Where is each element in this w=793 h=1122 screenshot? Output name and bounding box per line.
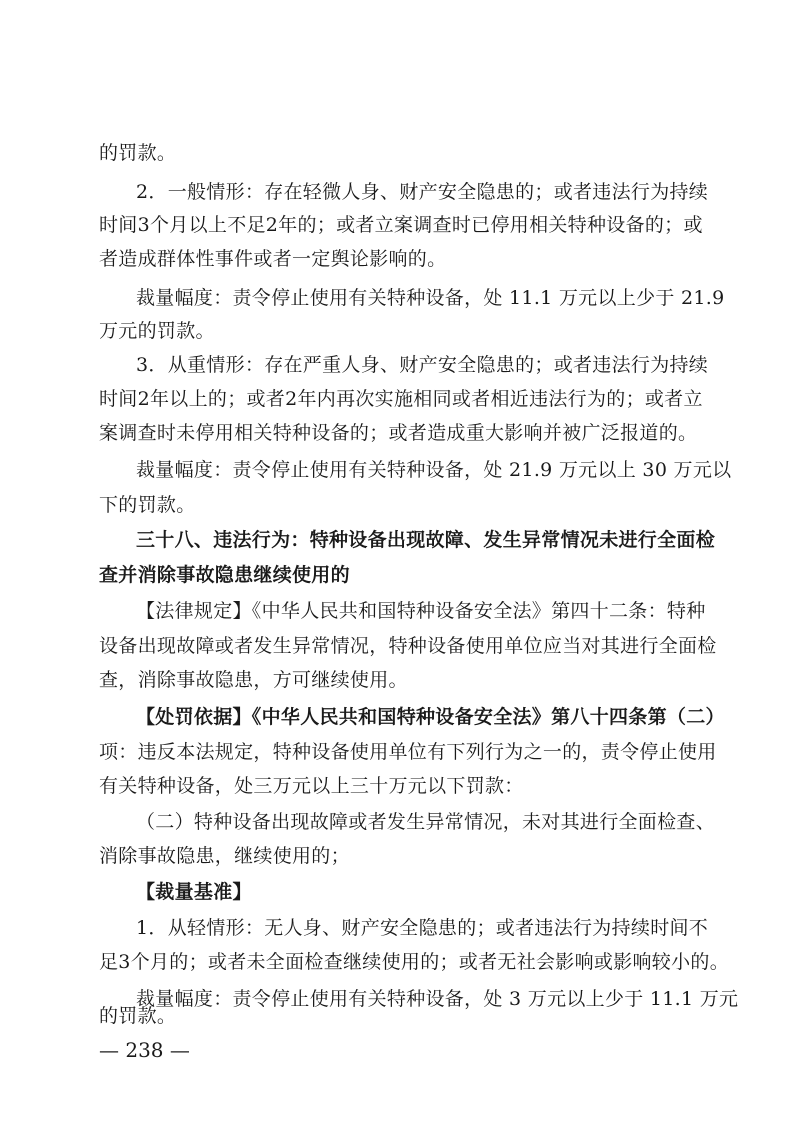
text-line: 1．从轻情形：无人身、财产安全隐患的；或者违法行为持续时间不 [136,917,709,939]
text-line: 消除事故隐患，继续使用的； [99,845,350,867]
text-line: 裁量幅度：责令停止使用有关特种设备，处 21.9 万元以上 30 万元以 [136,459,732,481]
text-line: 案调查时未停用相关特种设备的；或者造成重大影响并被广泛报道的。 [99,422,698,444]
section-heading-line: 查并消除事故隐患继续使用的 [99,564,350,586]
text-line: 足3个月的；或者未全面检查继续使用的；或者无社会影响或影响较小的。 [99,951,729,973]
text-line: 者造成群体性事件或者一定舆论影响的。 [99,248,447,270]
text-line: 裁量幅度：责令停止使用有关特种设备，处 3 万元以上少于 11.1 万元 [136,988,739,1010]
text-line: 【法律规定】《中华人民共和国特种设备安全法》第四十二条：特种 [136,600,706,622]
text-line: 的罚款。 [99,1005,177,1027]
section-heading-line: 三十八、违法行为：特种设备出现故障、发生异常情况未进行全面检 [136,529,716,551]
text-line: 有关特种设备，处三万元以上三十万元以下罚款： [99,775,524,797]
text-line: 项：违反本法规定，特种设备使用单位有下列行为之一的，责令停止使用 [99,741,717,763]
section-heading-line: 【处罚依据】《中华人民共和国特种设备安全法》第八十四条第（二） [136,706,725,728]
text-line: 时间3个月以上不足2年的；或者立案调查时已停用相关特种设备的；或 [99,214,703,236]
text-line: 3．从重情形：存在严重人身、财产安全隐患的；或者违法行为持续 [136,354,709,376]
text-line: 时间2年以上的；或者2年内再次实施相同或者相近违法行为的；或者立 [99,388,703,410]
text-line: 2．一般情形：存在轻微人身、财产安全隐患的；或者违法行为持续 [136,181,709,203]
text-line: 查，消除事故隐患，方可继续使用。 [99,669,408,691]
text-line: 裁量幅度：责令停止使用有关特种设备，处 11.1 万元以上少于 21.9 [136,287,725,309]
text-line: 下的罚款。 [99,494,196,516]
text-line: 的罚款。 [99,142,177,164]
text-line: 万元的罚款。 [99,320,215,342]
page-number: — 238 — [99,1038,190,1062]
text-line: 设备出现故障或者发生异常情况，特种设备使用单位应当对其进行全面检 [99,635,717,657]
section-heading-line: 【裁量基准】 [136,881,252,903]
text-line: （二）特种设备出现故障或者发生异常情况，未对其进行全面检查、 [136,811,716,833]
